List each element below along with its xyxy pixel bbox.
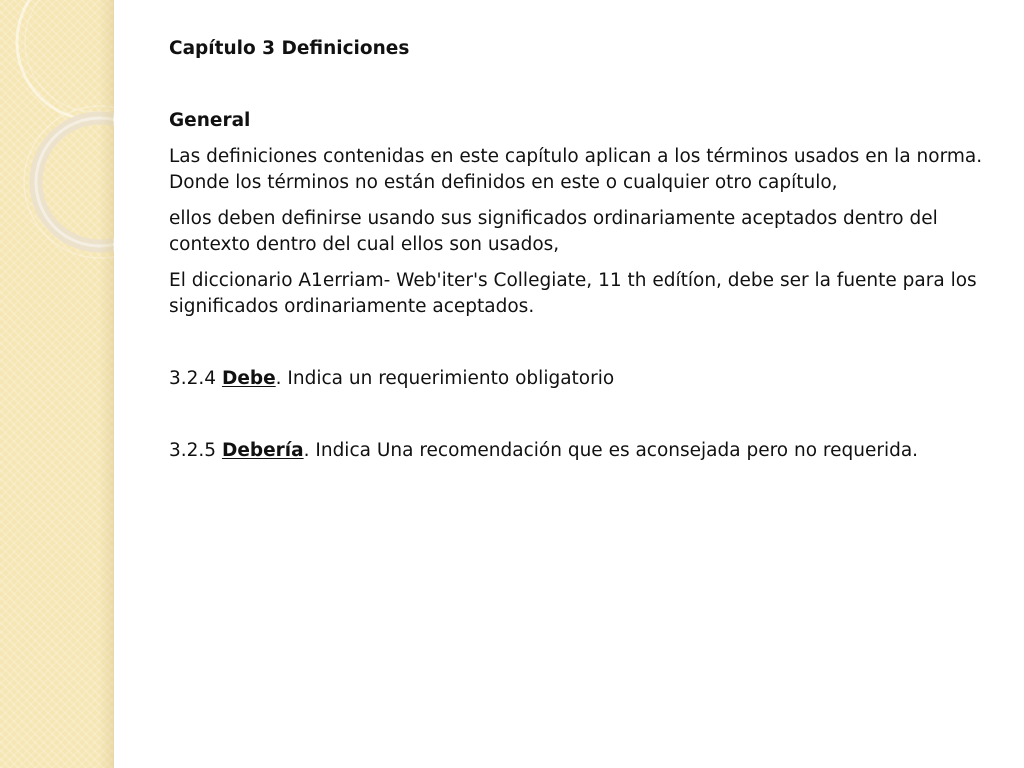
definition-term: Debería [221, 440, 304, 461]
paragraph-1 [169, 144, 989, 196]
definition-text: . Indica un requerimiento obligatorio [275, 368, 615, 389]
section-heading: General [169, 110, 251, 131]
definition-term: Debe [221, 368, 276, 389]
definition-3-2-5 [169, 438, 989, 464]
decorative-rings [0, 0, 114, 300]
paragraph-3-line-1: El diccionario A1erriam- Web'iter's Collegiate, 11 th edítíon, debe ser la fuente para los [169, 270, 977, 291]
definition-number: 3.2.5 [169, 440, 217, 461]
paragraph-2-line-2: contexto dentro del cual ellos son usados, [169, 234, 560, 255]
paragraph-2 [169, 206, 989, 258]
slide-content [169, 36, 989, 464]
paragraph-3-line-2: significados ordinariamente aceptados. [169, 296, 535, 317]
paragraph-3 [169, 268, 989, 320]
paragraph-1-line-2: Donde los términos no están definidos en este o cualquier otro capítulo, [169, 172, 838, 193]
paragraph-1-line-1: Las definiciones contenidas en este capítulo aplican a los términos usados en la norma. [169, 146, 983, 167]
definition-number: 3.2.4 [169, 368, 217, 389]
definition-3-2-4 [169, 366, 989, 392]
definition-text: . Indica Una recomendación que es aconsejada pero no requerida. [303, 440, 919, 461]
decorative-side-band [0, 0, 114, 768]
paragraph-2-line-1: ellos deben definirse usando sus significados ordinariamente aceptados dentro del [169, 208, 938, 229]
slide-title: Capítulo 3 Definiciones [169, 38, 410, 59]
